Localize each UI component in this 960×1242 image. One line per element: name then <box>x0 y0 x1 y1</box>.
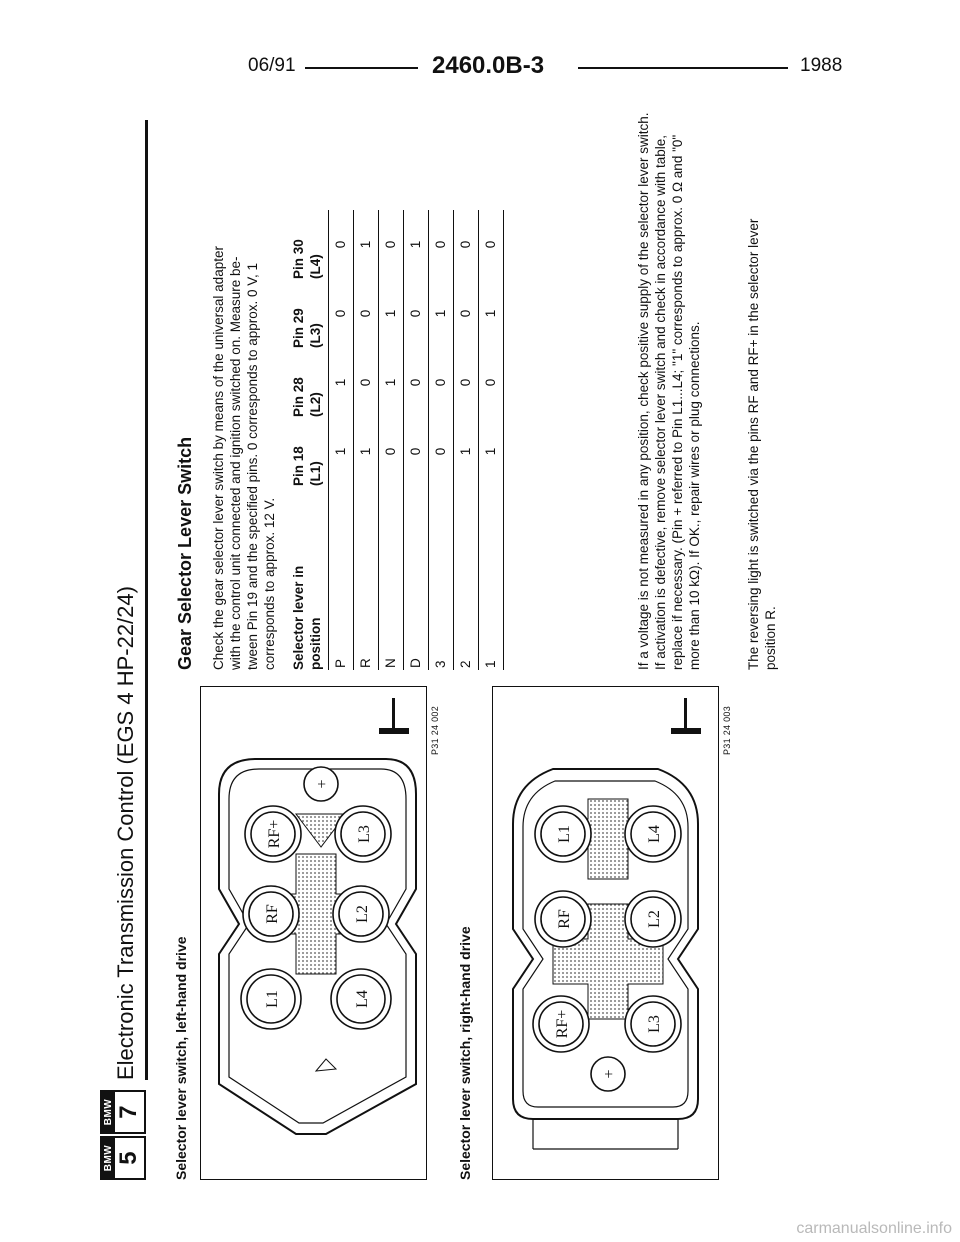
pin-label: L1 <box>264 990 281 1008</box>
pin-label: L3 <box>356 825 373 843</box>
column-header: Pin 28 (L2) <box>291 377 323 417</box>
badge-brand: BMW <box>102 1138 115 1178</box>
pin-label: RF+ <box>266 819 283 849</box>
badge-bmw-7 <box>100 1090 146 1134</box>
pin-label: RF <box>556 909 573 929</box>
pin-label: L2 <box>354 905 371 923</box>
column-header: Selector lever in position <box>291 565 323 670</box>
figure-2-id: P31 24 003 <box>722 705 732 755</box>
figure-1-id: P31 24 002 <box>430 705 440 755</box>
pin-label: L2 <box>646 910 663 928</box>
pin-label: + <box>601 1069 618 1079</box>
table-row: 1 1 0 1 0 <box>479 210 504 670</box>
document-title: Electronic Transmission Control (EGS 4 HP-22/24) <box>113 586 138 1080</box>
table-row: D 0 0 0 1 <box>404 210 429 670</box>
table-row: P 1 1 0 0 <box>329 210 354 670</box>
header-doc-number: 2460.0B-3 <box>432 52 545 79</box>
header-rule-left <box>305 67 418 69</box>
pin-label: + <box>314 779 331 789</box>
badge-bmw-5 <box>100 1136 146 1180</box>
column-header: Pin 30 (L4) <box>291 239 323 279</box>
figure-2-frame <box>492 686 719 1180</box>
figure-2-caption: Selector lever switch, right-hand drive <box>457 926 473 1180</box>
table-header-row <box>290 210 329 670</box>
header-date: 06/91 <box>248 55 296 76</box>
section-title: Gear Selector Lever Switch <box>175 436 195 670</box>
watermark: carmanualsonline.info <box>796 1220 952 1237</box>
figure-1-caption: Selector lever switch, left-hand drive <box>173 936 189 1180</box>
table-row: 2 1 0 0 0 <box>454 210 479 670</box>
badge-series: 5 <box>115 1151 142 1165</box>
pin-label: L4 <box>354 990 371 1008</box>
pin-label: RF+ <box>554 1009 571 1039</box>
column-header: Pin 29 (L3) <box>291 308 323 348</box>
column-header: Pin 18 (L1) <box>291 446 323 486</box>
figure-1-frame <box>200 686 427 1180</box>
note-paragraph-1: If a voltage is not measured in any position, check positive supply of the selector lever switch. If activation is defective, remove selector lever switch and check in accordance with table, replace if necessary. (Pin + referred to Pin L1...L4; "1" corresponds to approx. 0 Ω and "0" more than 10 kΩ). If OK., repair wires or plug connections. <box>636 112 702 670</box>
connector-diagram-rhd <box>493 687 718 1179</box>
badge-brand: BMW <box>102 1092 115 1132</box>
pin-label: L3 <box>646 1015 663 1033</box>
connector-diagram-lhd <box>201 687 426 1179</box>
title-underline <box>145 120 148 1080</box>
intro-paragraph: Check the gear selector lever switch by means of the universal adapter with the control unit connected and ignition switched on. Measure be-tween Pin 19 and the specified pins. 0 corresponds to approx. 0 V, 1 corresponds to approx. 12 V. <box>211 246 277 670</box>
pin-label: L1 <box>556 825 573 843</box>
selector-table <box>290 210 504 670</box>
table-row: N 0 1 1 0 <box>379 210 404 670</box>
table-row: R 1 0 0 1 <box>354 210 379 670</box>
header-year: 1988 <box>800 55 843 76</box>
pin-label: RF <box>264 904 281 924</box>
badge-series: 7 <box>115 1105 142 1119</box>
note-paragraph-2: The reversing light is switched via the pins RF and RF+ in the selector lever position R. <box>746 218 778 670</box>
table-row: 3 0 0 1 0 <box>429 210 454 670</box>
pin-label: L4 <box>646 825 663 843</box>
header-rule-right <box>578 67 788 69</box>
rotated-page-body <box>100 100 840 1180</box>
